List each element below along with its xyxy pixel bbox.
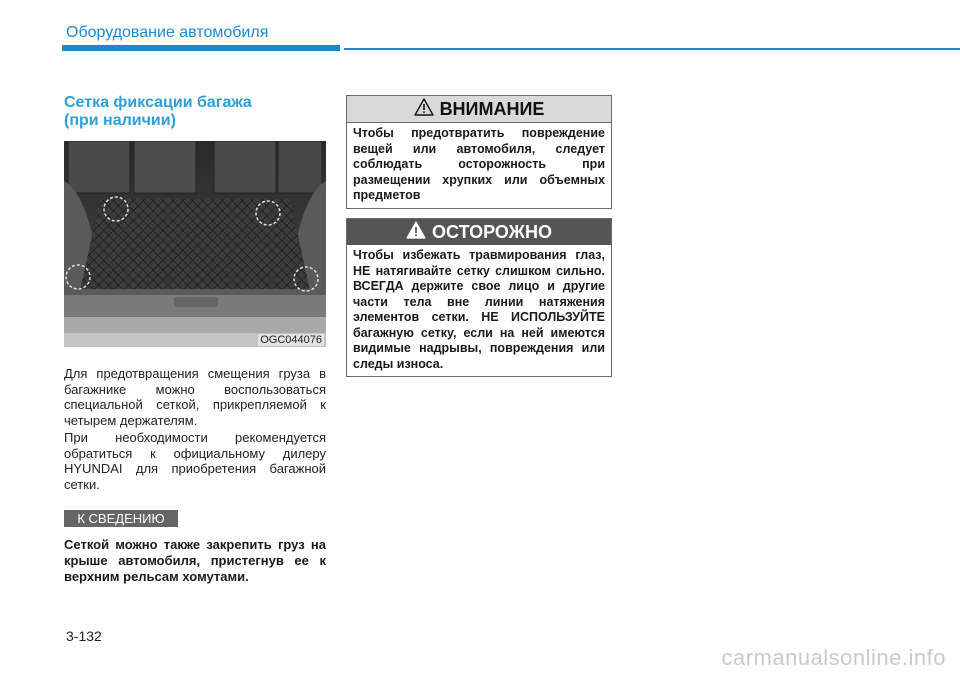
warning-outline-icon <box>414 98 434 121</box>
caution-label: ОСТОРОЖНО <box>432 221 552 242</box>
info-text: Сеткой можно также закрепить груз на крыше автомобиля, пристегнув ее к верхним рельсам хомутами. <box>64 537 326 584</box>
caution-header <box>347 219 611 245</box>
section-title-line1: Сетка фиксации багажа <box>64 94 252 111</box>
cargo-net-photo <box>64 141 326 347</box>
watermark: carmanualsonline.info <box>721 645 946 670</box>
warning-header <box>347 96 611 123</box>
section-title <box>64 94 252 130</box>
info-label: К СВЕДЕНИЮ <box>64 510 178 527</box>
paragraph-1: Для предотвращения смещения груза в багажнике можно воспользоваться специальной сеткой, прикрепляемой к четырем держателям. <box>64 366 326 428</box>
section-title-line2: (при наличии) <box>64 112 176 129</box>
warning-label: ВНИМАНИЕ <box>439 98 545 119</box>
header-rule-thin <box>344 48 960 50</box>
header-title: Оборудование автомобиля <box>66 24 269 41</box>
cargo-area-illustration <box>64 141 326 347</box>
warning-text: Чтобы предотвратить повреждение вещей или автомобиля, следует соблюдать осторожность при размещении хрупких или объемных предметов <box>353 126 605 202</box>
warning-filled-icon <box>406 221 426 244</box>
caution-box <box>346 218 612 377</box>
page-number: 3-132 <box>66 628 102 644</box>
warning-box <box>346 95 612 209</box>
figure-code: OGC044076 <box>260 334 322 346</box>
caution-text: Чтобы избежать травмирования глаз, НЕ натягивайте сетку слишком сильно. ВСЕГДА держите свое лицо и другие части тела вне линии натяжения элементов сетки. НЕ ИСПОЛЬЗУЙТЕ багажную сетку, если на ней имеются видимые надрывы, повреждения или следы износа. <box>353 248 605 371</box>
paragraph-2: При необходимости рекомендуется обратиться к официальному дилеру HYUNDAI для приобретения багажной сетки. <box>64 430 326 492</box>
header-rule-thick <box>62 45 340 51</box>
